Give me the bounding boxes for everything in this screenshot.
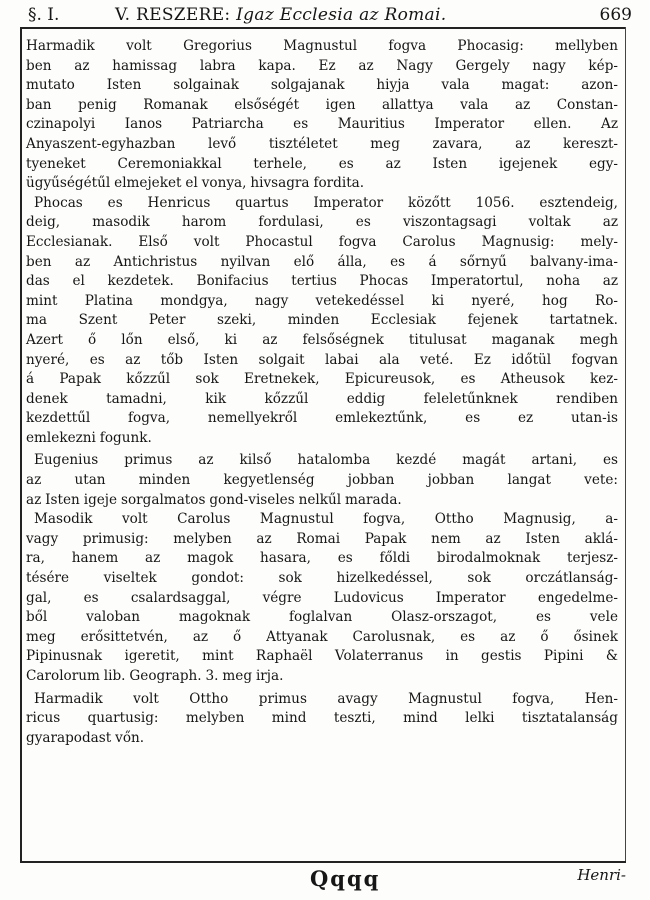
text-line: tyeneket Ceremoniakkal terhele, es az Isten igejenek egy- [26, 155, 618, 172]
frame-rule-left [20, 27, 22, 861]
text-line: ra, hanem az magok hasara, es főldi birodalmoknak terjesz- [26, 550, 618, 567]
text-line: Azert ő lőn első, ki az felsőségnek titulusat maganak megh [26, 331, 618, 348]
text-line: Eugenius primus az kilső hatalomba kezdé magát artani, es [34, 452, 618, 469]
paragraph-gregorius [26, 37, 618, 194]
text-line: gal, es csalardsaggal, végre Ludovicus Imperator engedelme- [26, 589, 618, 606]
paragraph-carolus [26, 510, 618, 686]
paragraph-ottho [26, 690, 618, 749]
text-line: ban penig Romanak elsőségét igen allattya vala az Constan- [26, 96, 618, 113]
text-line: gyarapodast vőn. [26, 729, 145, 746]
text-line: emlekezni fogunk. [26, 429, 152, 446]
text-line: Carolorum lib. Geograph. 3. meg irja. [26, 668, 284, 684]
frame-rule-bottom [20, 861, 626, 863]
text-line: czinapolyi Ianos Patriarcha es Mauritius Imperator ellen. Az [26, 116, 618, 133]
catchword: Henri- [577, 866, 626, 884]
running-head-part: V. RESZERE: [115, 5, 231, 25]
text-line: kezdettűl fogva, nemellyekről emlekeztűnk, es ez utan-is [26, 410, 618, 427]
text-line: das el kezdetek. Bonifacius tertius Phocas Imperatortul, noha az [26, 273, 618, 290]
body-text [26, 37, 618, 748]
text-line: ricus quartusig: melyben mind teszti, mind lelki tisztatalanság [26, 710, 618, 727]
text-line: tésére viseltek gondot: sok hizelkedéssel, sok orczátlanság- [26, 570, 618, 587]
text-line: denek tamadni, kik kőzzűl eddig feleletűnknek rendiben [26, 390, 618, 407]
paragraph-phocas [26, 194, 618, 449]
frame-rule-right [625, 27, 626, 861]
page-number: 669 [599, 5, 632, 25]
text-line: Pipinusnak igeretit, mint Raphaël Volaterranus in gestis Pipini & [26, 648, 618, 665]
text-line: Masodik volt Carolus Magnustul fogva, Ottho Magnusig, a- [34, 511, 618, 528]
text-line: mint Platina mondgya, nagy vetekedéssel ki nyeré, hog Ro- [26, 292, 618, 309]
paragraph-eugenius [26, 451, 618, 510]
text-line: vagy primusig: melyben az Romai Papak nem az Isten aklá- [26, 530, 618, 547]
text-line: mutato Isten solgainak solgajanak hiyja vala magat: azon- [26, 77, 618, 94]
text-line: az Isten igeje sorgalmatos gond-viseles nelkűl marada. [26, 491, 402, 508]
text-line: Ecclesianak. Első volt Phocastul fogva Carolus Magnusig: mely- [26, 233, 618, 250]
text-line: Harmadik volt Gregorius Magnustul fogva Phocasig: mellyben [26, 38, 618, 54]
running-head-subject: Igaz Ecclesia az Romai. [236, 5, 447, 25]
text-line: az utan minden kegyetlenség jobban jobban langat vete: [26, 472, 618, 489]
text-line: deig, masodik harom fordulasi, es viszontagsagi voltak az [26, 214, 618, 231]
text-line: ben az hamissag labra kapa. Ez az Nagy Gergely nagy kép- [26, 57, 618, 74]
text-line: Harmadik volt Ottho primus avagy Magnustul fogva, Hen- [34, 690, 618, 707]
text-line: ma Szent Peter szeki, minden Ecclesiak fejenek tartatnek. [26, 312, 618, 329]
text-line: Anyaszent-egyhazban levő tisztéletet meg zavara, az kereszt- [26, 135, 618, 152]
running-head-title [115, 4, 446, 26]
running-head-section: §. I. [28, 5, 60, 25]
text-line: meg erősittetvén, az ő Attyanak Carolusnak, es az ő ősinek [26, 628, 618, 645]
text-line: ügyűségétűl elmejeket el vonya, hivsagra fordita. [26, 175, 365, 192]
text-line: nyeré, es az tőb Isten solgait labai ala veté. Ez időtül fogvan [26, 351, 618, 368]
signature-mark: Qqqq [310, 866, 381, 891]
text-line: Phocas es Henricus quartus Imperator közőtt 1056. esztendeig, [34, 194, 618, 211]
text-line: ből valoban magoknak foglalvan Olasz-orszagot, es vele [26, 609, 618, 626]
frame-rule-top [20, 27, 626, 29]
text-line: á Papak kőzzűl sok Eretnekek, Epicureusok, es Atheusok kez- [26, 371, 618, 388]
text-line: ben az Antichristus nyilvan elő álla, es á sőrnyű balvany-ima- [26, 253, 618, 270]
